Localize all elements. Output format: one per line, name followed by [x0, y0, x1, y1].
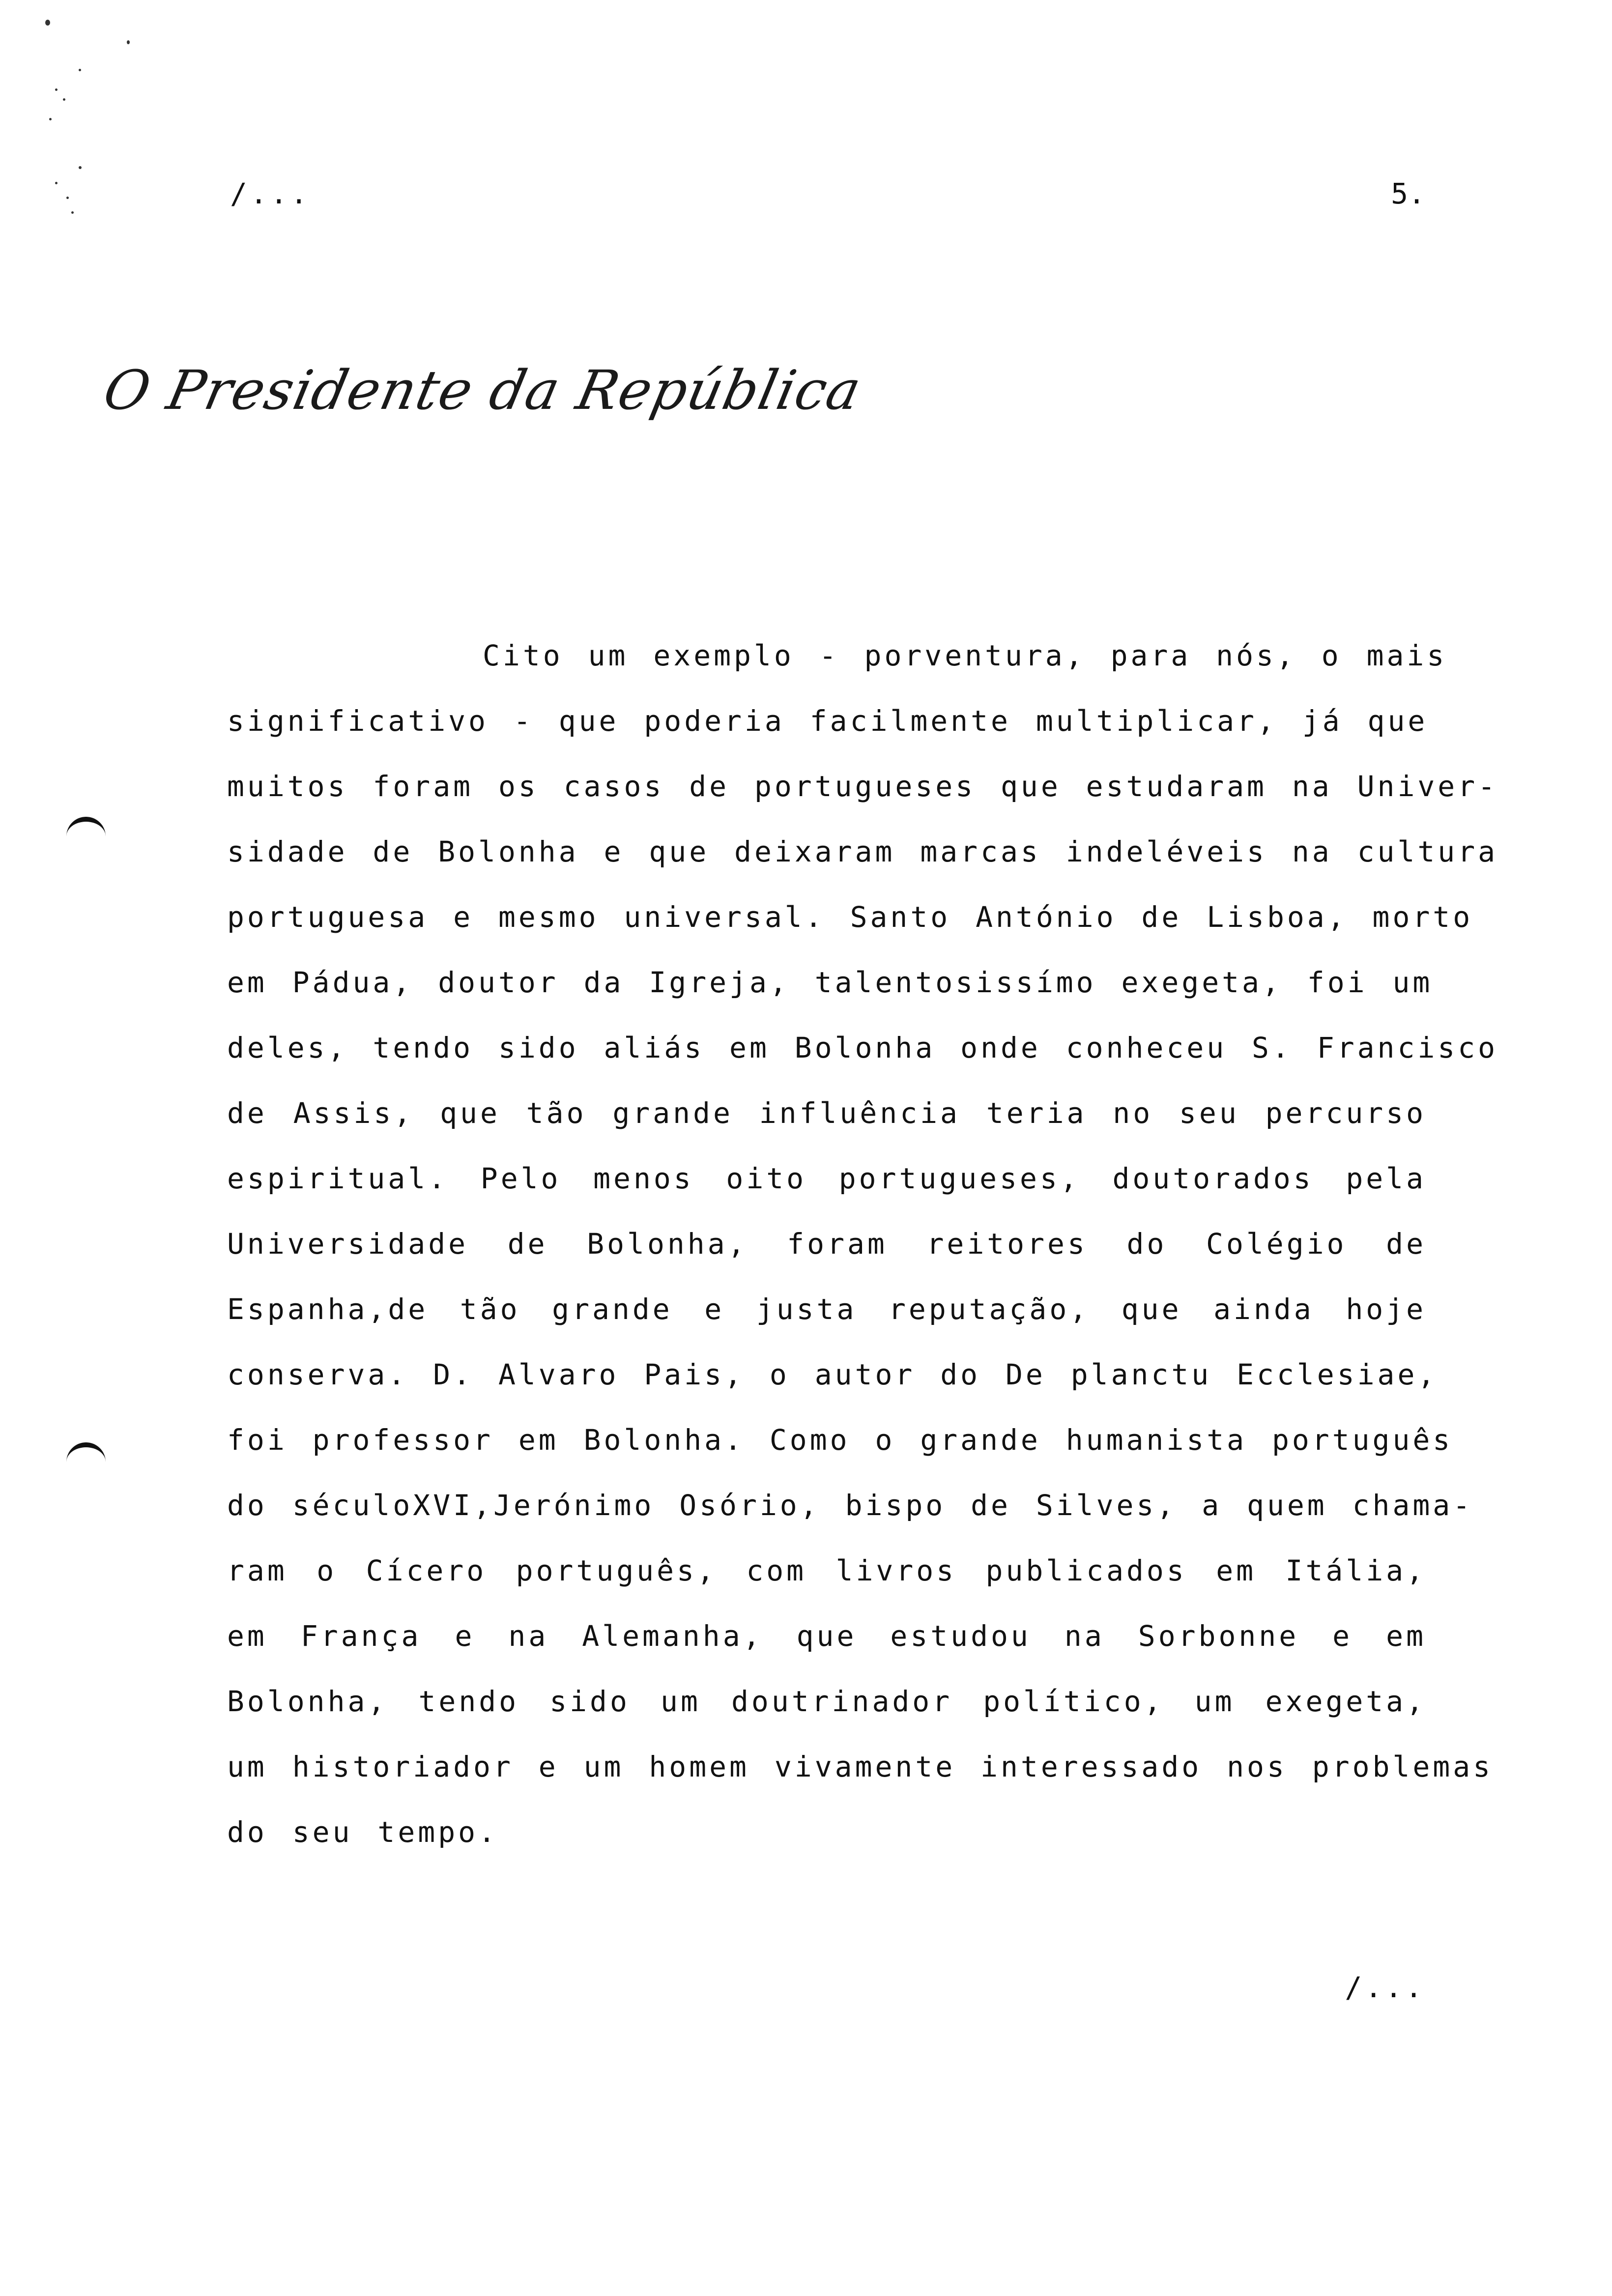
text-line: espiritual. Pelo menos oito portugueses, doutorados pela [227, 1162, 1426, 1195]
text-line: deles, tendo sido aliás em Bolonha onde conheceu S. Francisco [227, 1031, 1498, 1064]
text-line: significativo - que poderia facilmente multiplicar, já que [227, 704, 1428, 738]
text-line: ram o Cícero português, com livros publicados em Itália, [227, 1554, 1426, 1587]
text-line: Universidade de Bolonha, foram reitores do Colégio de [227, 1227, 1426, 1261]
scan-speck [55, 182, 58, 184]
text-line: foi professor em Bolonha. Como o grande humanista português [227, 1423, 1453, 1457]
scan-speck [63, 98, 65, 101]
scan-speck [71, 211, 74, 214]
text-line: um historiador e um homem vivamente interessado nos problemas [227, 1750, 1494, 1783]
body-paragraph [227, 623, 1498, 1865]
scan-speck [55, 88, 58, 91]
header-continuation-mark: /... [230, 177, 311, 210]
punch-hole-mark [66, 1442, 106, 1467]
letterhead-title: O Presidente da República [98, 359, 867, 422]
scan-speck [49, 118, 52, 120]
text-line: Cito um exemplo - porventura, para nós, o mais [483, 639, 1447, 672]
text-line: do seu tempo. [227, 1815, 498, 1849]
text-line: de Assis, que tão grande influência teria no seu percurso [227, 1096, 1426, 1130]
scan-speck [79, 166, 82, 169]
text-line: Bolonha, tendo sido um doutrinador político, um exegeta, [227, 1685, 1426, 1718]
scan-speck [45, 20, 50, 26]
page-number: 5. [1391, 177, 1425, 210]
text-line: muitos foram os casos de portugueses que estudaram na Univer- [227, 770, 1498, 803]
text-line: do séculoXVI,Jerónimo Osório, bispo de Silves, a quem chama- [227, 1489, 1473, 1522]
scan-speck [66, 197, 69, 199]
text-line: em Pádua, doutor da Igreja, talentosissímo exegeta, foi um [227, 966, 1433, 999]
text-line: sidade de Bolonha e que deixaram marcas indeléveis na cultura [227, 835, 1498, 868]
punch-hole-mark [66, 817, 106, 841]
text-line: Espanha,de tão grande e justa reputação, que ainda hoje [227, 1292, 1426, 1326]
text-line: conserva. D. Alvaro Pais, o autor do De planctu Ecclesiae, [227, 1358, 1438, 1391]
footer-continuation-mark: /... [1345, 1971, 1425, 2004]
scan-speck [127, 40, 130, 44]
text-line: portuguesa e mesmo universal. Santo António de Lisboa, morto [227, 900, 1473, 934]
text-line: em França e na Alemanha, que estudou na Sorbonne e em [227, 1619, 1426, 1653]
scan-speck [79, 69, 81, 71]
